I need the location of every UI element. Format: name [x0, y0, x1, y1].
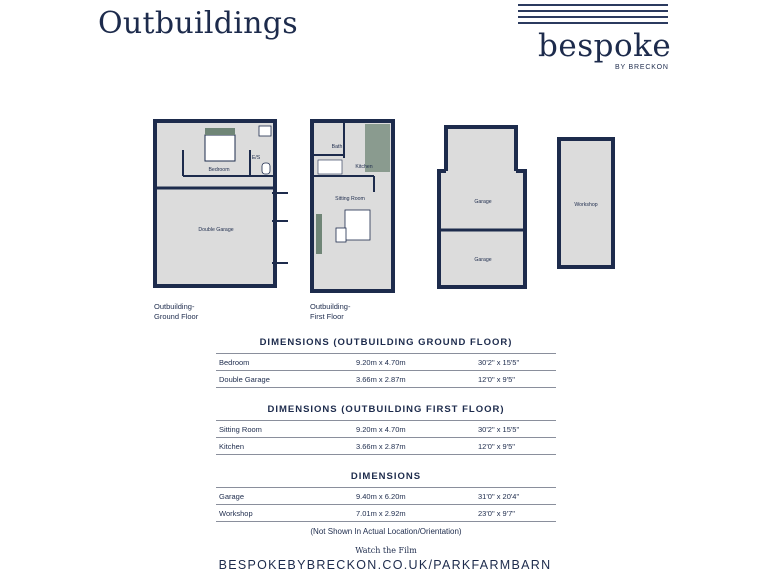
room-bath: Bath — [331, 144, 343, 150]
room-name: Double Garage — [219, 375, 270, 384]
room-kitchen: Kitchen — [355, 164, 373, 170]
dimensions-title-other: DIMENSIONS — [350, 471, 422, 482]
room-es: E/S — [251, 155, 261, 161]
dimensions-title-first: DIMENSIONS (OUTBUILDING FIRST FLOOR) — [267, 404, 505, 415]
imperial-size: 23'0" x 9'7" — [478, 509, 515, 518]
table-row — [216, 370, 556, 388]
room-double-garage: Double Garage — [198, 227, 234, 233]
first-floor-label: Outbuilding- First Floor — [310, 302, 351, 321]
metric-size: 9.20m x 4.70m — [356, 358, 406, 367]
website-url-link[interactable]: BESPOKEBYBRECKON.CO.UK/PARKFARMBARN — [218, 558, 552, 572]
imperial-size: 31'0" x 20'4" — [478, 492, 520, 501]
imperial-size: 12'0" x 9'5" — [478, 442, 515, 451]
metric-size: 3.66m x 2.87m — [356, 442, 406, 451]
room-name: Kitchen — [219, 442, 245, 451]
imperial-size: 12'0" x 9'5" — [478, 375, 515, 384]
table-row — [216, 353, 556, 370]
ground-floor-plan — [155, 121, 288, 286]
imperial-size: 30'2" x 15'5" — [478, 358, 520, 367]
room-name: Bedroom — [219, 358, 250, 367]
room-sitting-room: Sitting Room — [335, 196, 365, 202]
dimensions-table-other — [216, 487, 556, 522]
brand-logo-sub: BY BRECKON — [615, 64, 669, 71]
table-row — [216, 487, 556, 504]
metric-size: 7.01m x 2.92m — [356, 509, 406, 518]
room-name: Sitting Room — [219, 425, 262, 434]
imperial-size: 30'2" x 15'5" — [478, 425, 520, 434]
room-garage-top: Garage — [474, 199, 492, 205]
table-row — [216, 504, 556, 522]
table-row — [216, 420, 556, 437]
orientation-note: (Not Shown In Actual Location/Orientation) — [310, 527, 462, 536]
ground-floor-label: Outbuilding- Ground Floor — [154, 302, 199, 321]
garage-plan — [439, 127, 525, 287]
dimensions-table-ground — [216, 353, 556, 388]
first-floor-plan — [312, 121, 393, 291]
metric-size: 9.40m x 6.20m — [356, 492, 406, 501]
room-name: Garage — [219, 492, 245, 501]
dimensions-title-ground: DIMENSIONS (OUTBUILDING GROUND FLOOR) — [259, 337, 513, 348]
table-row — [216, 437, 556, 455]
page-title: Outbuildings — [98, 6, 299, 41]
brand-logo: bespoke — [538, 28, 672, 64]
watch-film-link[interactable]: Watch the Film — [355, 546, 417, 555]
metric-size: 9.20m x 4.70m — [356, 425, 406, 434]
room-name: Workshop — [219, 509, 253, 518]
room-garage-bottom: Garage — [474, 257, 492, 263]
room-bedroom: Bedroom — [208, 167, 230, 173]
dimensions-table-first — [216, 420, 556, 455]
metric-size: 3.66m x 2.87m — [356, 375, 406, 384]
room-workshop: Workshop — [574, 202, 598, 208]
workshop-plan — [559, 139, 613, 267]
